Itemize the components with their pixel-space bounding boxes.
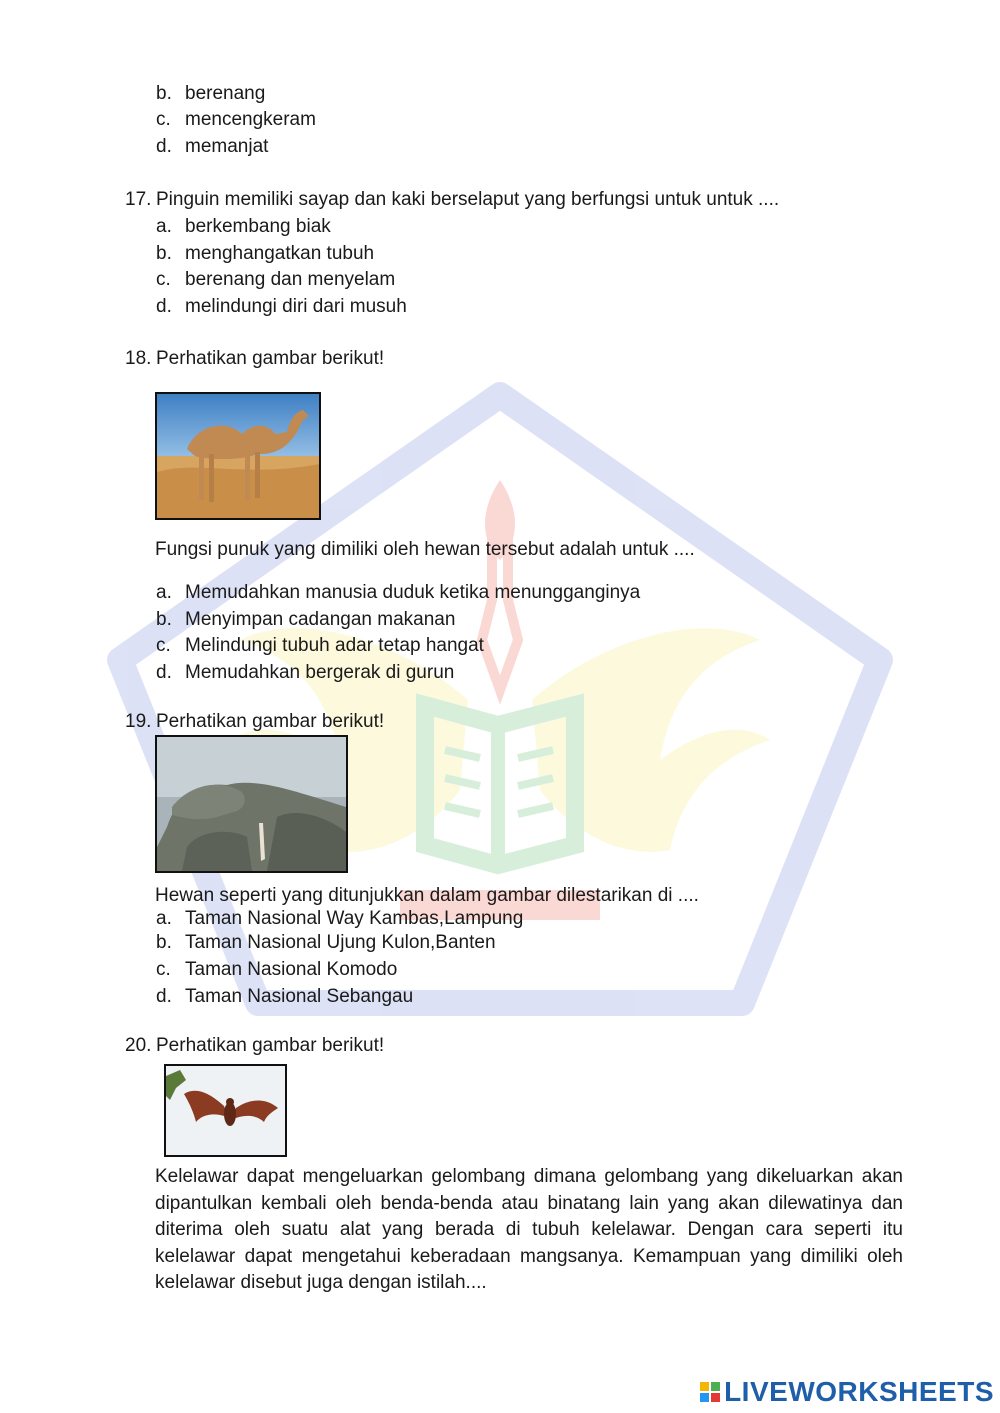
q17-question: Pinguin memiliki sayap dan kaki berselaput yang berfungsi untuk untuk ....: [156, 189, 780, 210]
q17-option-b: b. menghangatkan tubuh: [156, 243, 375, 264]
q19-stem: Hewan seperti yang ditunjukkan dalam gambar dilestarikan di ....: [155, 885, 699, 906]
q16-option-d: d. memanjat: [156, 136, 269, 157]
q19-option-d: d. Taman Nasional Sebangau: [156, 986, 414, 1007]
logo-text: LIVEWORKSHEETS: [724, 1376, 994, 1408]
logo-block-v: [700, 1393, 709, 1402]
q17-option-d: d. melindungi diri dari musuh: [156, 296, 407, 317]
bat-image: [164, 1064, 287, 1157]
logo-blocks-icon: [700, 1382, 720, 1402]
q19-option-c: c. Taman Nasional Komodo: [156, 959, 398, 980]
q18-option-c: c. Melindungi tubuh adar tetap hangat: [156, 635, 484, 656]
q19-question: Perhatikan gambar berikut!: [156, 711, 385, 732]
q18-number: 18.: [125, 348, 152, 369]
q19-option-a: a. Taman Nasional Way Kambas,Lampung: [156, 908, 524, 929]
q18-option-d: d. Memudahkan bergerak di gurun: [156, 662, 455, 683]
liveworksheets-logo[interactable]: [700, 1377, 994, 1407]
q19-number: 19.: [125, 711, 152, 732]
logo-block-i: [711, 1382, 720, 1391]
q18-option-b: b. Menyimpan cadangan makanan: [156, 609, 456, 630]
q17-option-c: c. berenang dan menyelam: [156, 269, 396, 290]
q20-question: Perhatikan gambar berikut!: [156, 1035, 385, 1056]
q20-number: 20.: [125, 1035, 152, 1056]
logo-block-l: [700, 1382, 709, 1391]
q17-number: 17.: [125, 189, 152, 210]
q20-paragraph: Kelelawar dapat mengeluarkan gelombang dimana gelombang yang dikeluarkan akan dipantulkan kembali oleh benda-benda atau binatang lain yang akan dilewatinya dan diterima oleh suatu alat yang berada di tubuh kelelawar. Dengan cara seperti itu kelelawar dapat mengetahui keberadaan mangsanya. Kemampuan yang dimiliki oleh kelelawar disebut juga dengan istilah....: [155, 1166, 903, 1293]
logo-block-e: [711, 1393, 720, 1402]
q19-option-b: b. Taman Nasional Ujung Kulon,Banten: [156, 932, 496, 953]
q18-question: Perhatikan gambar berikut!: [156, 348, 385, 369]
q18-stem: Fungsi punuk yang dimiliki oleh hewan tersebut adalah untuk ....: [155, 539, 695, 560]
q18-option-a: a. Memudahkan manusia duduk ketika menungganginya: [156, 582, 641, 603]
q17-option-a: a. berkembang biak: [156, 216, 331, 237]
camel-image: [155, 392, 321, 520]
komodo-image: [155, 735, 348, 873]
q16-option-c: c. mencengkeram: [156, 109, 316, 130]
q16-option-b: b. berenang: [156, 83, 266, 104]
